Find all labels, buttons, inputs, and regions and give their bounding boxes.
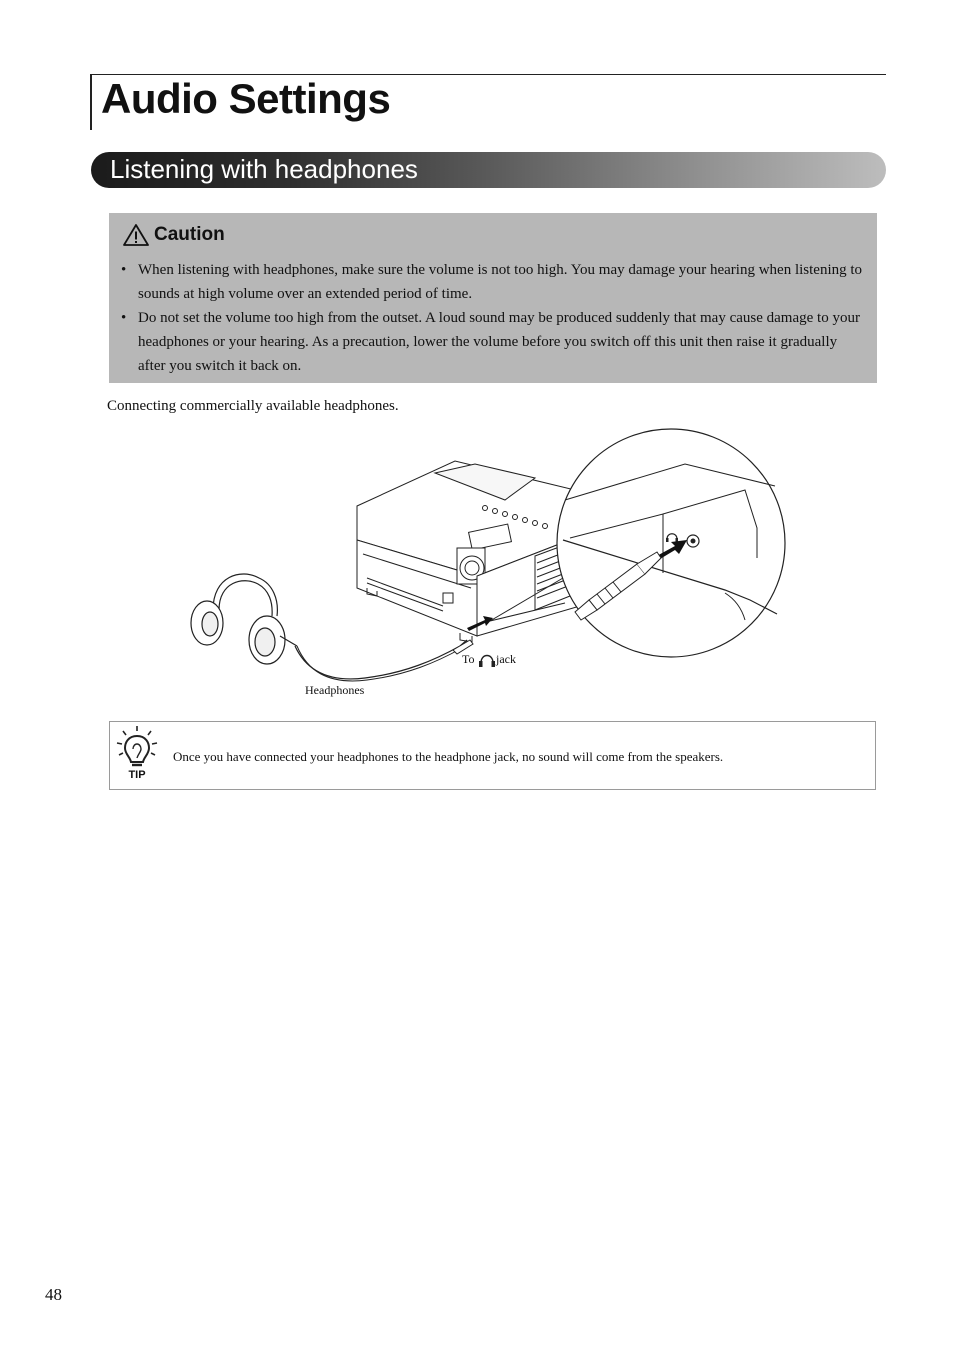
section-title: Listening with headphones xyxy=(110,154,418,184)
headphone-connection-figure xyxy=(185,428,790,703)
page-number: 48 xyxy=(45,1285,62,1304)
caution-item: • Do not set the volume too high from the outset. A loud sound may be produced suddenly that may cause damage to your headphones or your hearing. As a precaution, lower the volume before you switch off this unit then raise it gradually after you switch it back on. xyxy=(118,306,868,378)
lightbulb-tip-icon xyxy=(114,724,160,782)
caution-heading xyxy=(122,221,225,249)
caution-label: Caution xyxy=(154,224,225,245)
label-headphones: Headphones xyxy=(305,683,365,697)
caution-item: • When listening with headphones, make sure the volume is not too high. You may damage your hearing when listening to sounds at high volume over an extended period of time. xyxy=(118,258,868,306)
headphones-illustration xyxy=(191,574,297,664)
label-to: To xyxy=(462,652,475,666)
tip-text: Once you have connected your headphones to the headphone jack, no sound will come from the speakers. xyxy=(173,749,724,764)
connection-illustration xyxy=(185,428,790,703)
title-side-bar xyxy=(90,74,92,130)
caution-list xyxy=(118,258,868,378)
page-title: Audio Settings xyxy=(101,75,391,122)
warning-triangle-icon xyxy=(122,223,150,247)
headphone-jack-icon xyxy=(479,656,495,668)
zoom-circle xyxy=(557,429,785,657)
intro-text: Connecting commercially available headphones. xyxy=(107,398,399,414)
label-jack: jack xyxy=(496,652,516,666)
tip-icon-label: TIP xyxy=(128,769,146,781)
